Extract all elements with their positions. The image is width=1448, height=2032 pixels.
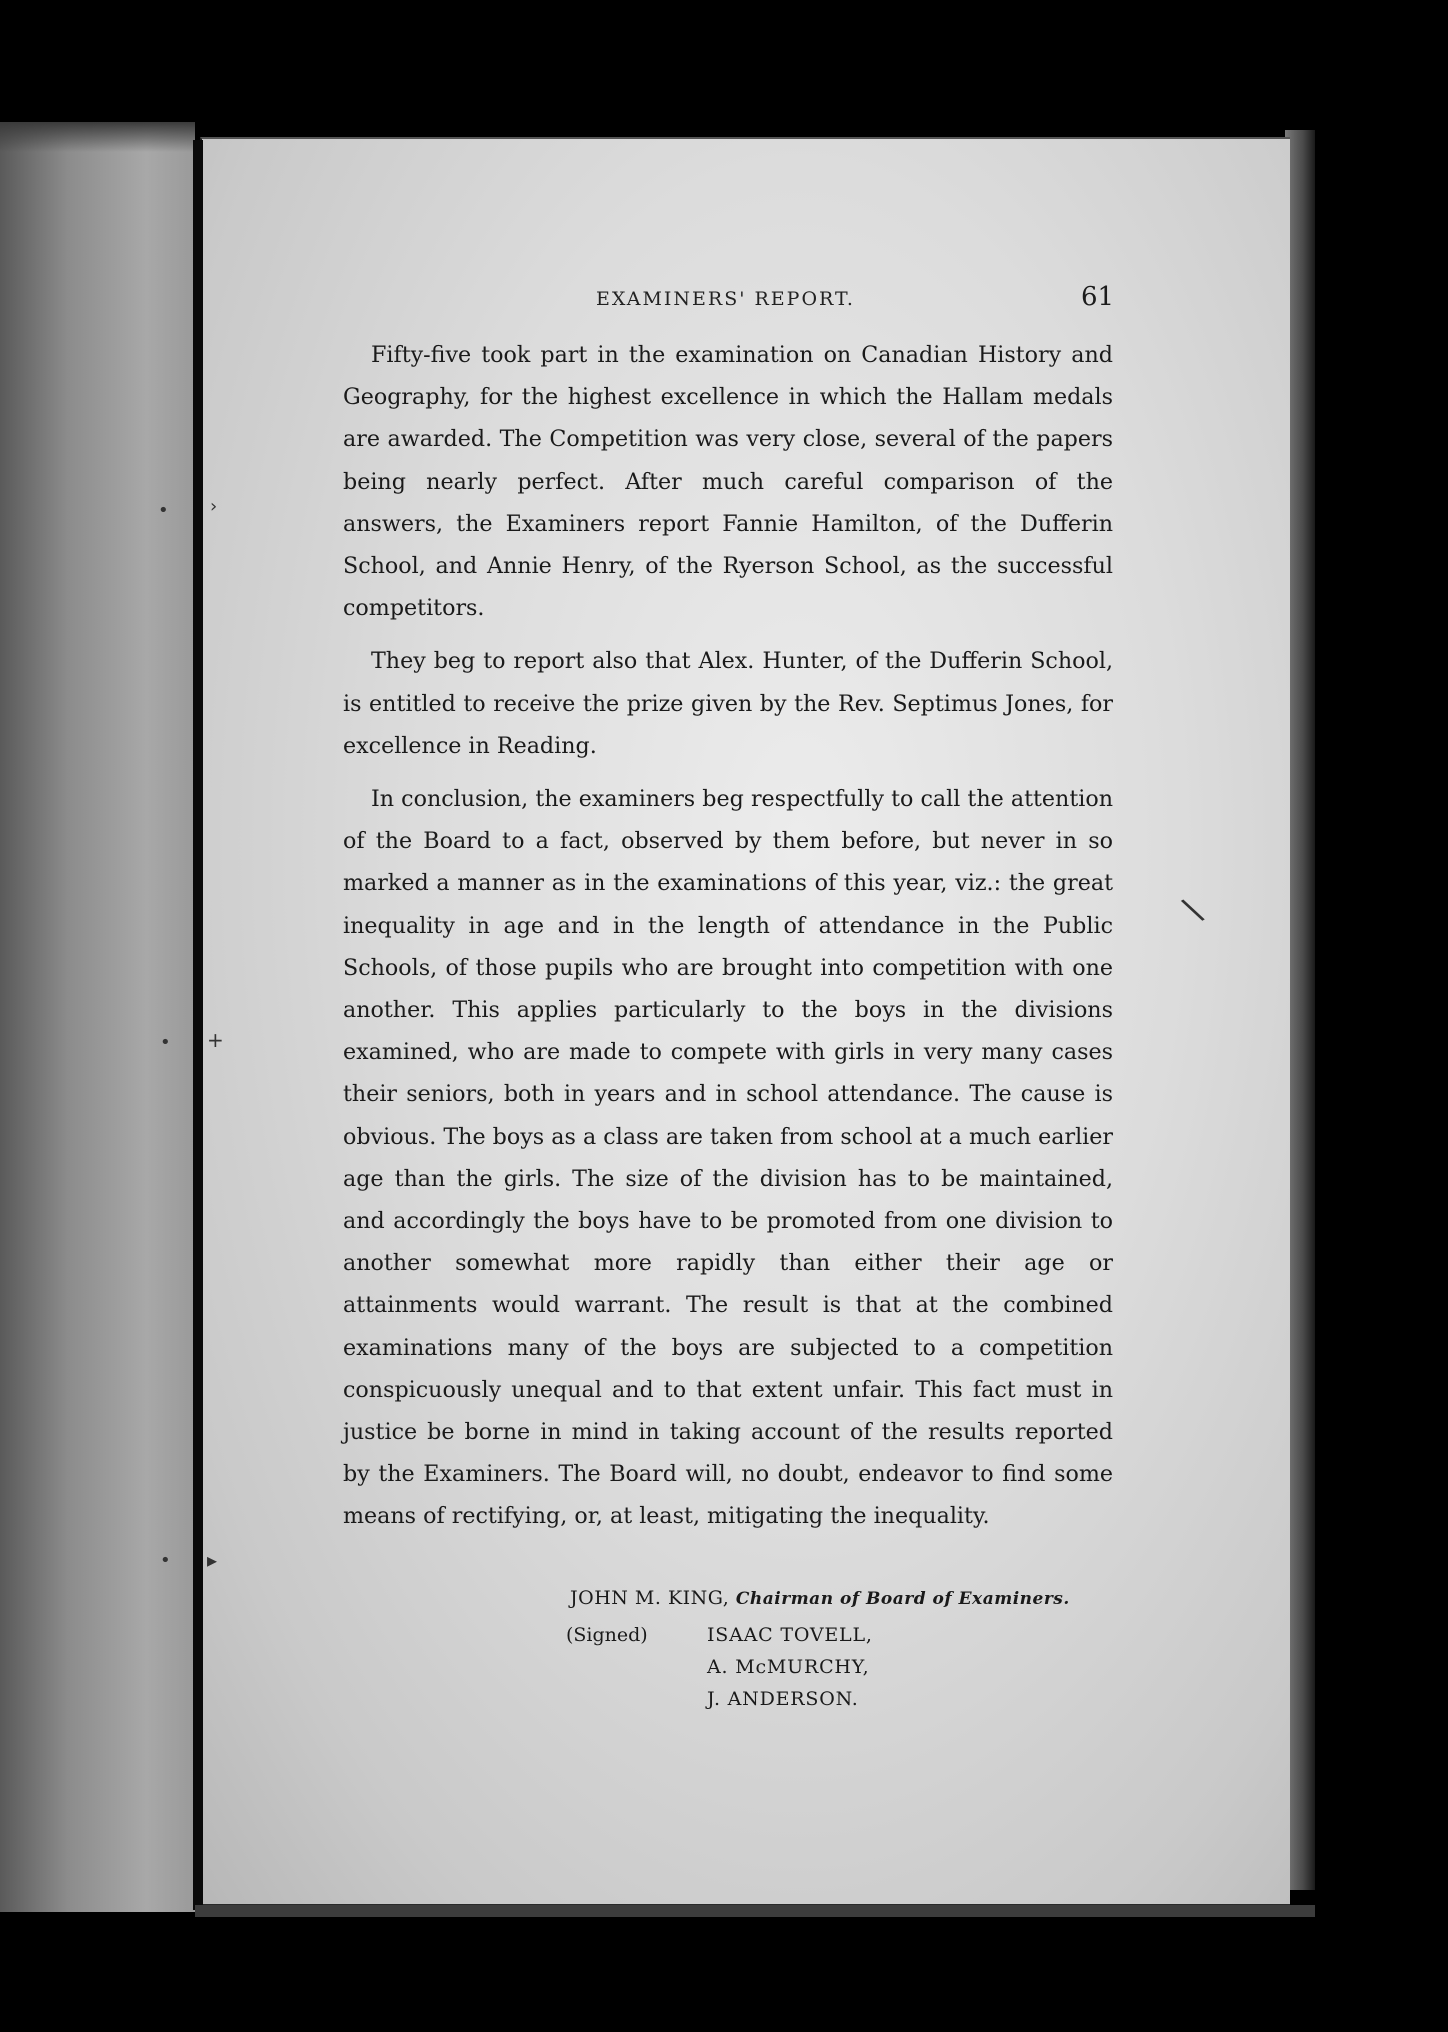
signed-label: (Signed): [566, 1624, 648, 1646]
page-number: 61: [1081, 282, 1115, 312]
signature-block: [0, 1587, 1448, 1727]
running-head: EXAMINERS' REPORT.: [596, 288, 855, 310]
scan-mark: ▸: [207, 1548, 218, 1572]
paragraph-conclusion: In conclusion, the examiners beg respectfully to call the attention of the Board to a fact, observed by them before, but never in so marked a manner as in the examinations of this year, viz.: the great inequality in age and in the length of attendance in the Public Schools, of those pupils who are brought into competition with one another. This applies particularly to the boys in the divisions examined, who are made to compete with girls in very many cases their seniors, both in years and in school attendance. The cause is obvious. The boys as a class are taken from school at a much earlier age than the girls. The size of the division has to be maintained, and accordingly the boys have to be promoted from one division to another somewhat more rapidly than either their age or attainments would warrant. The result is that at the combined examinations many of the boys are subjected to a competition conspicuously unequal and to that extent unfair. This fact must in justice be borne in mind in taking account of the results reported by the Examiners. The Board will, no doubt, endeavor to find some means of rectifying, or, at least, mitigating the inequality.: [343, 786, 1113, 1530]
signatory-name: A. McMURCHY,: [707, 1656, 870, 1678]
chairman-name: JOHN M. KING,: [570, 1587, 730, 1609]
scan-mark: •: [158, 500, 169, 521]
chairman-title: Chairman of Board of Examiners.: [735, 1589, 1070, 1609]
signatory-name: J. ANDERSON.: [707, 1688, 859, 1710]
scan-mark: \: [1177, 889, 1208, 931]
signatory-name: ISAAC TOVELL,: [707, 1624, 873, 1646]
scan-mark: •: [160, 1032, 171, 1053]
chairman-signature: [570, 1587, 1070, 1609]
report-body: [343, 334, 1113, 1549]
page-header: [0, 282, 1448, 322]
page-bottom-edge: [195, 1905, 1315, 1917]
scan-mark: ›: [210, 496, 218, 517]
left-page-shadow: [0, 122, 195, 152]
scan-mark: •: [160, 1550, 171, 1571]
scan-mark: +: [207, 1028, 224, 1052]
paragraph-history-geography: Fifty-five took part in the examination on Canadian History and Geography, for the highest excellence in which the Hallam medals are awarded. The Competition was very close, several of the papers being nearly perfect. After much careful comparison of the answers, the Examiners report Fannie Hamilton, of the Dufferin School, and Annie Henry, of the Ryerson School, as the successful competitors.: [343, 342, 1113, 622]
paragraph-reading-prize: They beg to report also that Alex. Hunter, of the Dufferin School, is entitled to receive the prize given by the Rev. Septimus Jones, for excellence in Reading.: [343, 648, 1113, 759]
